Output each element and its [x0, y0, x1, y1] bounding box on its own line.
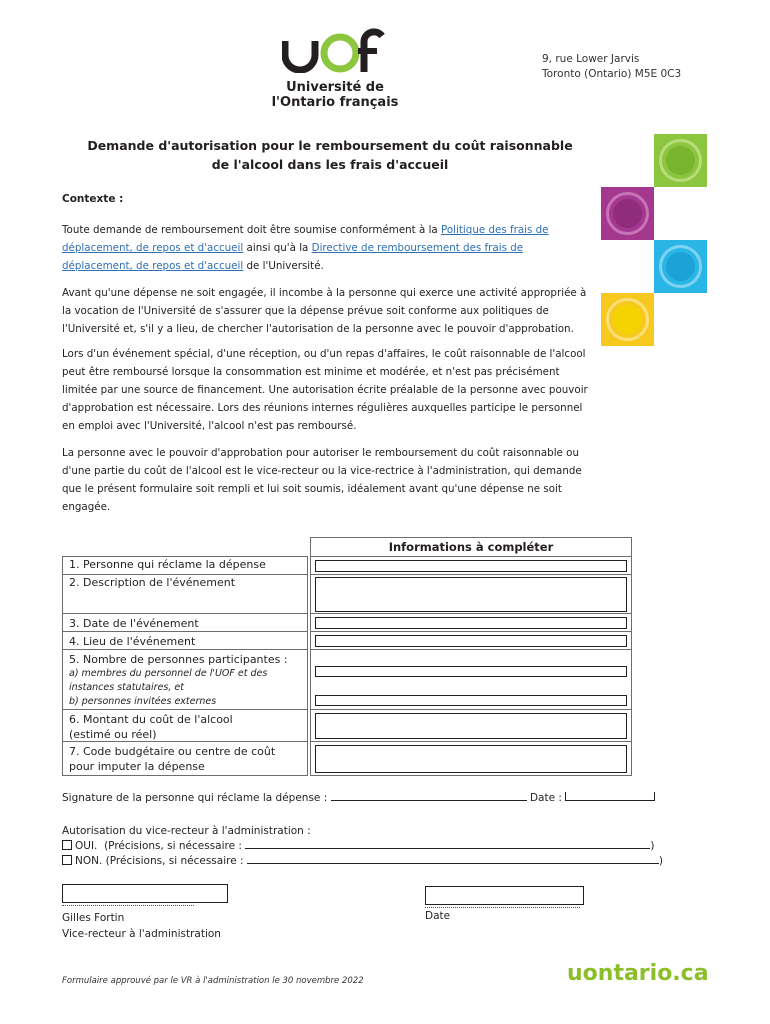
table-corner — [62, 537, 310, 557]
website-brand: uontario.ca — [567, 961, 709, 986]
row-budget-label: 7. Code budgétaire ou centre de coût pour imputer la dépense — [62, 741, 308, 776]
context-label: Contexte : — [62, 193, 124, 205]
approval-note: Formulaire approuvé par le VR à l'administration le 30 novembre 2022 — [62, 976, 364, 986]
non-checkbox[interactable] — [62, 855, 72, 865]
green-square-icon — [654, 134, 707, 187]
event-date-input[interactable] — [315, 617, 627, 629]
row-date-label: 3. Date de l'événement — [62, 613, 308, 632]
row-description-cell — [310, 574, 632, 614]
directive-link[interactable]: Directive de remboursement des frais de déplacement, de repos et d'accueil — [62, 242, 524, 272]
address: 9, rue Lower Jarvis Toronto (Ontario) M5E 0C3 — [542, 53, 682, 80]
row-participants-cell — [310, 649, 632, 710]
description-input[interactable] — [315, 577, 627, 612]
guest-count-input[interactable] — [315, 695, 627, 706]
vp-date-line — [425, 907, 580, 908]
staff-count-input[interactable] — [315, 666, 627, 677]
yellow-square-icon — [601, 293, 654, 346]
row-amount-cell — [310, 709, 632, 742]
context-paragraph-4: La personne avec le pouvoir d'approbation pour autoriser le remboursement du coût raisonnable ou d'une partie du coût de l'alcool est le vice-recteur ou la vice-rectrice à l'administration, qui demande que le présent formulaire soit rempli et lui soit soumis, idéalement avant qu'une dépense ne soit engagée. — [62, 447, 582, 513]
authorization-block: Autorisation du vice-recteur à l'administration : OUI. (Précisions, si nécessaire : ) NON. (Précisions, si nécessaire : ) — [62, 825, 663, 867]
vp-date-label: Date — [425, 910, 451, 922]
context-paragraph-2: Avant qu'une dépense ne soit engagée, il incombe à la personne qui exerce une activité appropriée à la vocation de l'Université de s'assurer que la dépense prévue soit conforme aux politiques de l'Université et, s'il y a lieu, de chercher l'autorisation de la personne avec le pouvoir d'approbation. — [62, 287, 587, 335]
uof-logo-icon — [282, 27, 386, 73]
magenta-square-icon — [601, 187, 654, 240]
row-location-cell — [310, 631, 632, 650]
row-claimant-cell — [310, 556, 632, 575]
row-claimant-label: 1. Personne qui réclame la dépense — [62, 556, 308, 575]
policy-link[interactable]: Politique des frais de déplacement, de repos et d'accueil — [62, 224, 549, 254]
budget-code-input[interactable] — [315, 745, 627, 773]
document-title: Demande d'autorisation pour le remboursement du coût raisonnable de l'alcool dans les frais d'accueil — [87, 138, 573, 172]
context-paragraph-3: Lors d'un événement spécial, d'une réception, ou d'un repas d'affaires, le coût raisonnable de l'alcool peut être remboursé lorsque la consommation est minime et modérée, et n'est pas précisément limitée par une source de financement. Une autorisation écrite préalable de la personne avec pouvoir d'approbation est nécessaire. Lors des réunions internes régulières auxquelles participe le personnel en emploi avec l'Université, l'alcool n'est pas remboursé. — [62, 348, 588, 432]
row-budget-cell — [310, 741, 632, 776]
vp-date-box[interactable] — [425, 886, 584, 905]
row-amount-label: 6. Montant du coût de l'alcool (estimé ou réel) — [62, 709, 308, 742]
table-header: Informations à compléter — [310, 537, 632, 557]
university-name: Université de l'Ontario français — [271, 80, 399, 110]
cyan-square-icon — [654, 240, 707, 293]
oui-details-field[interactable] — [245, 841, 650, 849]
context-paragraph-1: Toute demande de remboursement doit être soumise conformément à la Politique des frais de déplacement, de repos et d'accueil ainsi qu'à la Directive de remboursement des frais de déplacement, de repos et d'accueil de l'Université. — [62, 224, 549, 272]
non-details-field[interactable] — [247, 856, 659, 864]
row-location-label: 4. Lieu de l'événement — [62, 631, 308, 650]
vp-signer: Gilles Fortin Vice-recteur à l'administration — [62, 912, 221, 940]
row-participants-label: 5. Nombre de personnes participantes : a) membres du personnel de l'UOF et des instances statutaires, et b) personnes invitées externes — [62, 649, 308, 710]
vp-signature-line — [62, 905, 194, 906]
claimant-date-field[interactable] — [565, 792, 655, 801]
amount-input[interactable] — [315, 713, 627, 739]
row-date-cell — [310, 613, 632, 632]
vp-signature-box[interactable] — [62, 884, 228, 903]
claimant-signature-row: Signature de la personne qui réclame la dépense : Date : — [62, 792, 655, 804]
oui-checkbox[interactable] — [62, 840, 72, 850]
claimant-input[interactable] — [315, 560, 627, 572]
location-input[interactable] — [315, 635, 627, 647]
claimant-signature-field[interactable] — [331, 792, 527, 801]
row-description-label: 2. Description de l'événement — [62, 574, 308, 614]
